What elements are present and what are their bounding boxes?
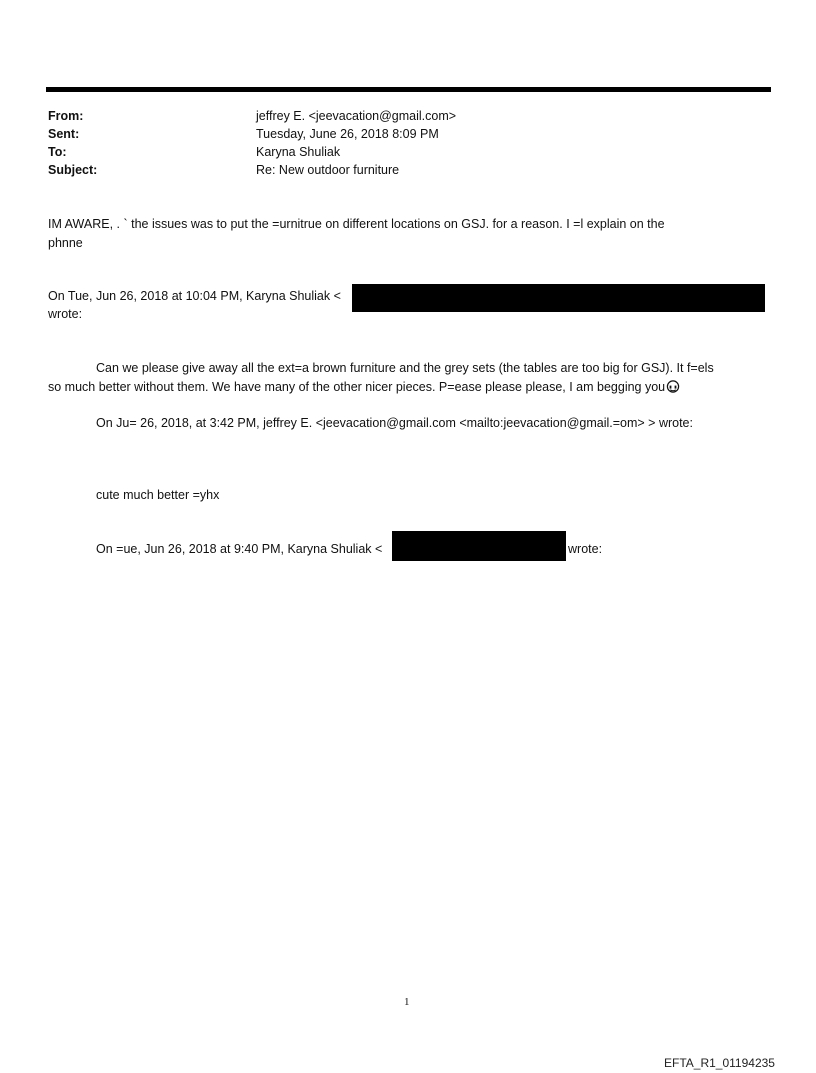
quote1-body-line-1: Can we please give away all the ext=a brown furniture and the grey sets (the tables are too big for GSJ). It f=els — [96, 361, 714, 375]
redaction-box-2 — [392, 531, 566, 561]
reply-text-line-1: IM AWARE, . ` the issues was to put the =urnitrue on different locations on GSJ. for a reason. I =l explain on the — [48, 217, 665, 231]
subject-label: Subject: — [48, 163, 98, 177]
redaction-box-1 — [352, 284, 765, 312]
header-rule — [46, 87, 771, 92]
quote3-header: On =ue, Jun 26, 2018 at 9:40 PM, Karyna Shuliak < — [96, 542, 383, 556]
to-value: Karyna Shuliak — [256, 145, 341, 159]
subject-value: Re: New outdoor furniture — [256, 163, 400, 177]
page-number: 1 — [404, 996, 410, 1008]
from-value: jeffrey E. <jeevacation@gmail.com> — [256, 109, 457, 123]
quote1-header: On Tue, Jun 26, 2018 at 10:04 PM, Karyna Shuliak < — [48, 289, 341, 303]
reply-text-line-2: phnne — [48, 236, 83, 250]
smiley-emoji-icon — [666, 380, 680, 393]
quote3-wrote: wrote: — [568, 542, 603, 556]
quote1-wrote: wrote: — [48, 307, 83, 321]
from-label: From: — [48, 109, 84, 123]
quote2-body: cute much better =yhx — [96, 488, 220, 502]
quote1-body-line-2 — [48, 380, 680, 394]
sent-label: Sent: — [48, 127, 80, 141]
quote2-header: On Ju= 26, 2018, at 3:42 PM, jeffrey E. <jeevacation@gmail.com <mailto:jeevacation@gmail.=om> > wrote: — [96, 416, 693, 430]
sent-value: Tuesday, June 26, 2018 8:09 PM — [256, 127, 439, 141]
to-label: To: — [48, 145, 67, 159]
quote1-body-line-2-text: so much better without them. We have many of the other nicer pieces. P=ease please please, I am begging you — [48, 380, 666, 394]
bates-number: EFTA_R1_01194235 — [664, 1056, 775, 1070]
